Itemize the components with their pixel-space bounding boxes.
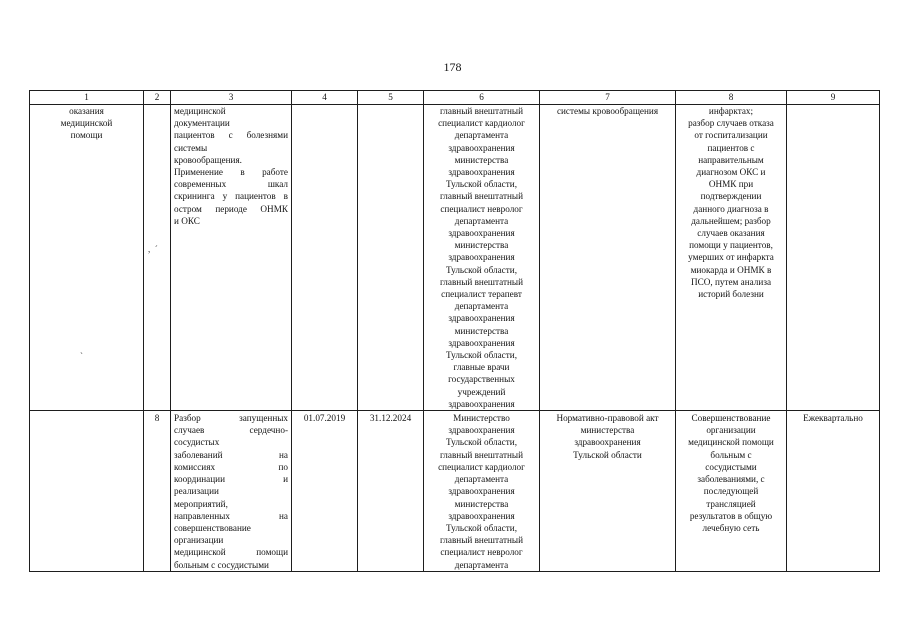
text-line: департамента [454, 130, 509, 141]
end-date: 31.12.2024 [358, 411, 424, 572]
text-line: департамента [454, 559, 509, 570]
cell-empty [358, 105, 424, 411]
text-line: медицинской помощи [688, 437, 774, 448]
text-line: реализации [174, 486, 219, 497]
text-line: министерства [454, 325, 509, 336]
page-number: 178 [443, 60, 462, 74]
text-line: ОНМК при [708, 179, 754, 190]
text-line: здравоохранения [448, 142, 515, 153]
text-line: совершенствование [174, 522, 251, 533]
text-line: министерства [454, 154, 509, 165]
header-cell: 3 [171, 91, 292, 105]
text-line: Применение в работе [174, 167, 288, 178]
start-date: 01.07.2019 [292, 411, 358, 572]
header-cell: 8 [676, 91, 787, 105]
text-line: здравоохранения [448, 228, 515, 239]
text-line: подтверждении [700, 191, 762, 202]
text-line: Нормативно-правовой акт [556, 413, 659, 424]
text-line: организации [174, 535, 224, 546]
text-line: остром периоде ОНМК [174, 203, 288, 214]
text-line: здравоохранения [448, 510, 515, 521]
text-line: медицинской [60, 118, 113, 129]
cell-text [30, 105, 144, 411]
text-line: современных шкал [174, 179, 288, 190]
text-line: главный внештатный [439, 106, 523, 116]
text-line: главный внештатный [439, 191, 523, 202]
text-line: Министерство [453, 413, 510, 424]
text-line: миокарда и ОНМК в [690, 264, 772, 275]
text-line: историй болезни [698, 289, 764, 300]
text-line: здравоохранения [448, 398, 515, 409]
scan-mark: , ´ [148, 244, 158, 254]
text-line: пациентов с [707, 142, 755, 153]
text-line: здравоохранения [448, 167, 515, 178]
text-line: главный внештатный [439, 276, 523, 287]
text-line: случаев оказания [697, 228, 765, 239]
text-line: ПСО, путем анализа [690, 276, 772, 287]
text-line: специалист невролог [440, 547, 523, 558]
periodicity: Ежеквартально [787, 411, 880, 572]
text-line: умерших от инфаркта [688, 252, 774, 263]
text-line: медицинской помощи [174, 547, 288, 558]
text-line: скрининга у пациентов в [174, 191, 288, 202]
text-line: координации и [174, 474, 288, 485]
text-line: документации [174, 118, 230, 129]
text-line: департамента [454, 301, 509, 312]
text-line: инфарктах; [708, 106, 754, 116]
header-cell: 2 [144, 91, 171, 105]
text-line: главные врачи [453, 362, 510, 373]
text-line: Тульской области, [445, 437, 517, 448]
text-line: трансляцией [706, 498, 756, 509]
text-line: направительным [698, 154, 764, 165]
cell-text [424, 411, 540, 572]
table-row [30, 411, 880, 572]
text-line: и ОКС [174, 215, 200, 226]
text-line: специалист кардиолог [438, 118, 525, 129]
cell-text [424, 105, 540, 411]
text-line: системы [174, 142, 208, 153]
text-line: здравоохранения [448, 425, 515, 436]
text-line: специалист невролог [440, 203, 523, 214]
text-line: больным с сосудистыми [174, 559, 269, 570]
text-line: помощи у пациентов, [689, 240, 773, 251]
document-table [29, 90, 880, 572]
text-line: сосудистыми [705, 461, 757, 472]
text-line: от госпитализации [694, 130, 768, 141]
text-line: министерства [580, 425, 635, 436]
text-line: Тульской области, [445, 350, 517, 361]
row-number: 8 [144, 411, 171, 572]
cell-text [676, 411, 787, 572]
header-cell: 6 [424, 91, 540, 105]
text-line: случаев сердечно- [174, 425, 288, 436]
header-cell: 4 [292, 91, 358, 105]
header-row [30, 91, 880, 105]
text-line: системы кровообращения [556, 106, 659, 116]
text-line: здравоохранения [574, 437, 641, 448]
text-line: Тульской области, [445, 522, 517, 533]
cell-empty [30, 411, 144, 572]
cell-text [540, 411, 676, 572]
text-line: главный внештатный [439, 535, 523, 546]
text-line: Разбор запущенных [174, 413, 288, 424]
text-line: пациентов с болезнями [174, 130, 288, 141]
text-line: здравоохранения [448, 313, 515, 324]
cell-text [171, 411, 292, 572]
header-cell: 1 [30, 91, 144, 105]
cell-text [676, 105, 787, 411]
header-cell: 9 [787, 91, 880, 105]
text-line: Тульской области, [445, 179, 517, 190]
text-line: здравоохранения [448, 337, 515, 348]
text-line: мероприятий, [174, 498, 228, 509]
text-line: министерства [454, 240, 509, 251]
text-line: государственных [448, 374, 515, 385]
text-line: лечебную сеть [702, 522, 760, 533]
text-line: сосудистых [174, 437, 220, 448]
text-line: Тульской области, [445, 264, 517, 275]
text-line: департамента [454, 215, 509, 226]
text-line: дальнейшем; разбор [691, 215, 771, 226]
text-line: комиссиях по [174, 461, 288, 472]
text-line: учреждений [457, 386, 506, 397]
cell-text [171, 105, 292, 411]
scan-mark: ˏ [80, 344, 83, 354]
header-cell: 5 [358, 91, 424, 105]
text-line: последующей [703, 486, 759, 497]
text-line: министерства [454, 498, 509, 509]
text-line: здравоохранения [448, 252, 515, 263]
cell-empty [144, 105, 171, 411]
text-line: больным с [710, 449, 752, 460]
text-line: департамента [454, 474, 509, 485]
text-line: направленных на [174, 510, 288, 521]
text-line: специалист кардиолог [438, 461, 525, 472]
text-line: данного диагноза в [693, 203, 769, 214]
text-line: организации [706, 425, 756, 436]
text-line: медицинской [174, 106, 226, 116]
cell-text [540, 105, 676, 411]
text-line: кровообращения. [174, 154, 242, 165]
cell-empty [292, 105, 358, 411]
text-line: результатов в общую [689, 510, 773, 521]
cell-empty [787, 105, 880, 411]
text-line: разбор случаев отказа [688, 118, 774, 129]
text-line: помощи [70, 130, 103, 141]
text-line: специалист терапевт [441, 289, 522, 300]
header-cell: 7 [540, 91, 676, 105]
text-line: главный внештатный [439, 449, 523, 460]
text-line: Совершенствование [691, 413, 771, 424]
text-line: диагнозом ОКС и [696, 167, 766, 178]
text-line: Тульской области [573, 449, 642, 460]
text-line: оказания [69, 106, 104, 116]
text-line: заболеваниями, с [697, 474, 765, 485]
table-row [30, 105, 880, 411]
text-line: заболеваний на [174, 449, 288, 460]
text-line: здравоохранения [448, 486, 515, 497]
